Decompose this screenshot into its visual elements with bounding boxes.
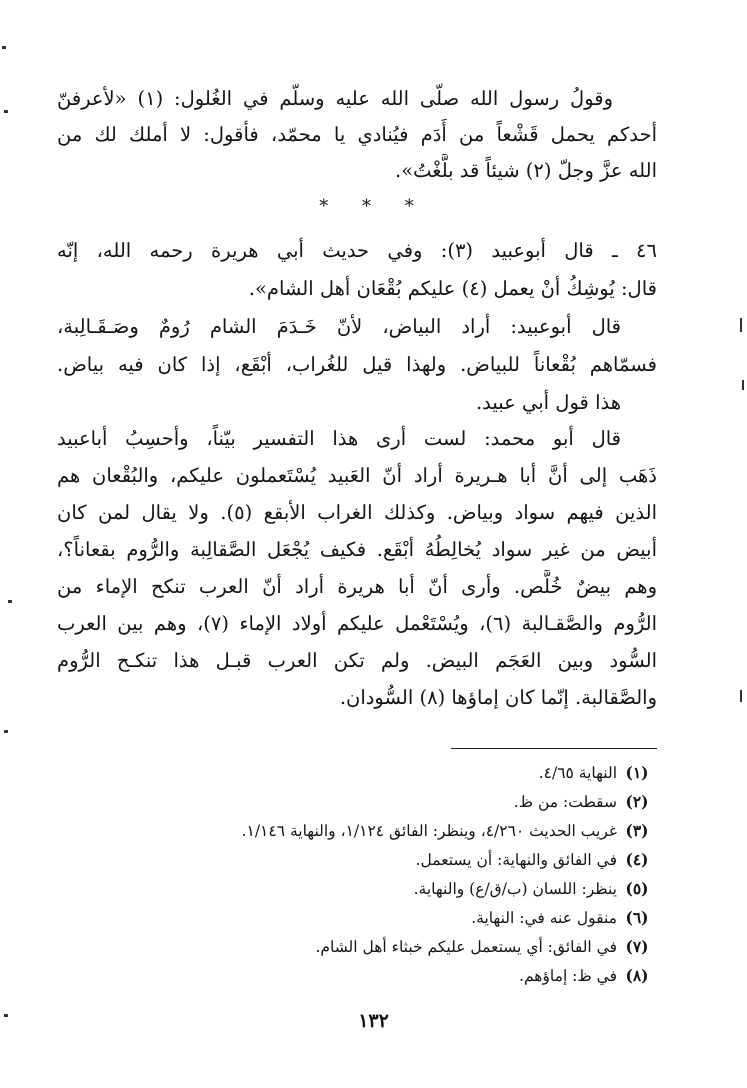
- section-separator-stars: * * *: [319, 196, 428, 217]
- scan-speck: [2, 46, 6, 49]
- footnote-text: في ظ: إماؤهم.: [519, 967, 617, 985]
- text-line: ذَهَب إلى أنَّ أبا هـريرة أراد أنّ العَبيد يُسْتَعملون عليكم، والبُقْعان هم: [57, 464, 657, 487]
- footnote-item: [57, 818, 657, 844]
- footnote-number: (٢): [625, 792, 649, 811]
- scan-speck: [4, 730, 8, 733]
- footnote-number: (٦): [625, 908, 649, 927]
- text-line: ٤٦ ـ قال أبوعبيد (٣): وفي حديث أبي هريرة رحمه الله، إنّه: [57, 239, 657, 262]
- footnote-text: منقول عنه في: النهاية.: [471, 909, 617, 927]
- scan-speck: [740, 690, 742, 702]
- footnote-text: ينظر: اللسان (ب/ق/ع) والنهاية.: [413, 880, 617, 898]
- footnote-text: النهاية ٤/٦٥.: [538, 764, 617, 782]
- scan-speck: [4, 110, 8, 113]
- footnote-number: (٤): [625, 850, 649, 869]
- footnote-item: [57, 847, 657, 873]
- text-line: الله عزَّ وجلّ (٢) شيئاً قد بلَّغْتُ».: [395, 159, 657, 182]
- text-line: قال: يُوشِكُ أنْ يعمل (٤) عليكم بُقْعَان أهل الشام».: [248, 277, 657, 300]
- text-line: هذا قول أبي عبيد.: [475, 391, 621, 414]
- page-number: ١٣٢: [358, 1010, 389, 1032]
- footnote-text: في الفائق والنهاية: أن يستعمل.: [415, 851, 617, 869]
- text-line: أبيض من غير سواد يُخالِطُهُ أبْقَع. فكيف يُجْعَل الصَّقالِبة والرُّوم بقعاناً؟،: [57, 538, 657, 561]
- footnote-text: غريب الحديث ٤/٢٦٠، وينظر: الفائق ١/١٢٤، والنهاية ١/١٤٦.: [241, 822, 617, 840]
- footnote-number: (٧): [625, 937, 649, 956]
- footnote-text: سقطت: من ظ.: [513, 793, 617, 811]
- footnote-number: (٥): [625, 879, 649, 898]
- text-line: وقولُ رسول الله صلّى الله عليه وسلّم في الغُلول: (١) «لأعرفنّ: [57, 87, 614, 110]
- text-line: قال أبو محمد: لست أرى هذا التفسير بيّناً، وأحسِبُ أباعبيد: [57, 427, 621, 450]
- footnote-number: (٨): [625, 966, 649, 985]
- footnote-number: (١): [625, 763, 649, 782]
- scan-speck: [8, 600, 12, 603]
- text-line: والصَّقالبة. إنّما كان إماؤها (٨) السُّودان.: [339, 686, 657, 709]
- text-line: وهم بيضٌ خُلَّص. وأرى أنّ أبا هريرة أراد أنّ العرب تنكح الإماء من: [57, 575, 657, 598]
- footnote-item: [57, 934, 657, 960]
- text-line: الذين فيهم سواد وبياض. وكذلك الغراب الأبقع (٥). ولا يقال لمن كان: [57, 501, 657, 524]
- footnote-item: [57, 760, 657, 786]
- text-line: السُّود وبين العَجَم البيض. ولم تكن العرب قبـل هذا تنكـح الرُّوم: [57, 649, 657, 672]
- footnote-item: [57, 789, 657, 815]
- footnote-item: [57, 876, 657, 902]
- scan-speck: [742, 380, 744, 390]
- footnote-item: [57, 963, 657, 989]
- footnote-text: في الفائق: أي يستعمل عليكم خبثاء أهل الشام.: [315, 938, 617, 956]
- footnote-divider: [451, 748, 657, 749]
- scan-speck: [740, 318, 742, 332]
- footnote-number: (٣): [625, 821, 649, 840]
- text-line: فسمّاهم بُقْعاناً للبياض. ولهذا قيل للغُراب، أبْقَع، إذا كان فيه بياض.: [57, 353, 657, 376]
- text-line: أحدكم يحمل قَشْعاً من أَدَم فيُنادي يا محمّد، فأقول: لا أملك لك من: [57, 123, 657, 146]
- scan-speck: [4, 1014, 8, 1017]
- text-line: قال أبوعبيد: أراد البياض، لأنّ خَـدَمَ الشام رُومٌ وصَـقَـالِبة،: [57, 315, 621, 338]
- text-line: الرُّوم والصَّقـالبة (٦)، ويُسْتَعْمل عليكم أولاد الإماء (٧)، وهم بين العرب: [57, 612, 657, 635]
- footnote-item: [57, 905, 657, 931]
